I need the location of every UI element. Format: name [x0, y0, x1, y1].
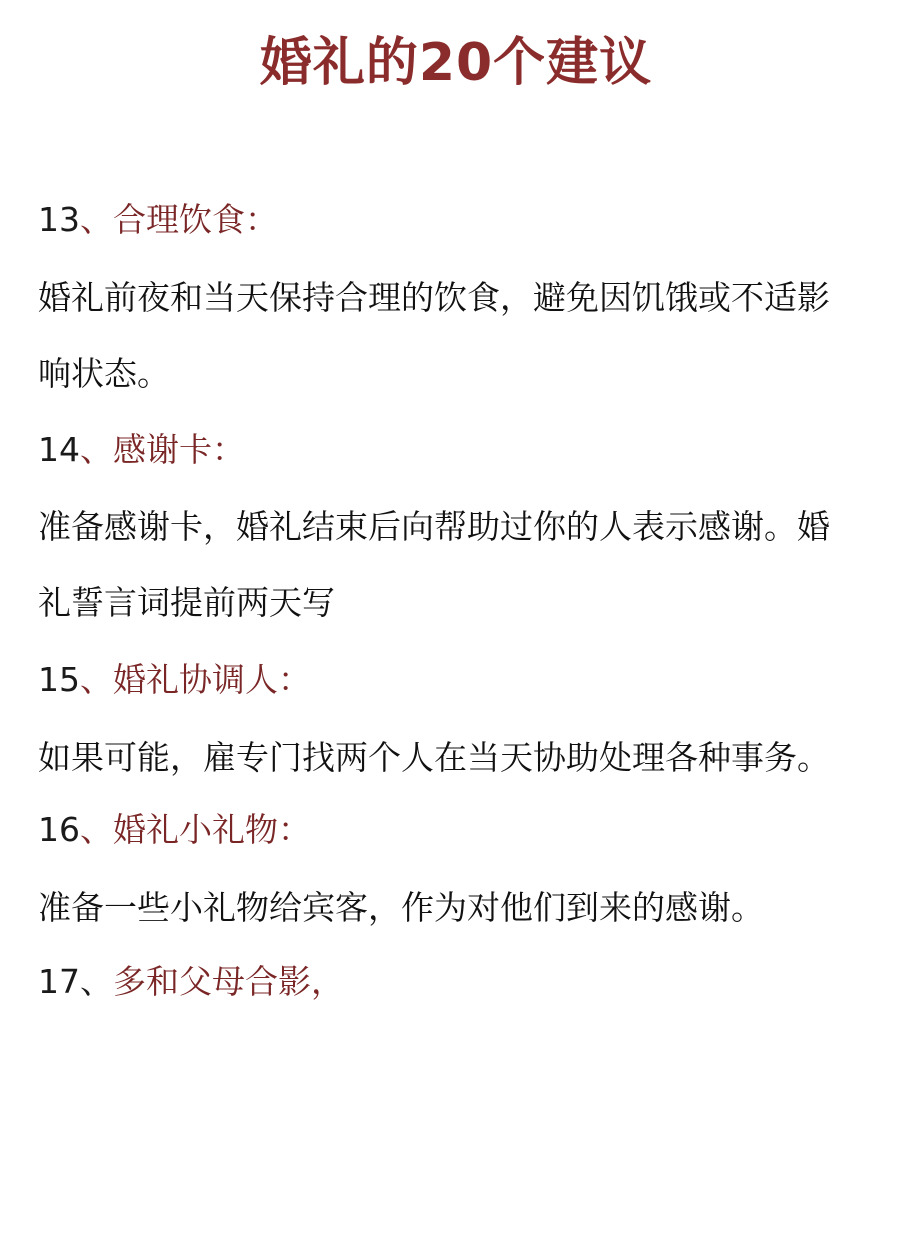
item-17-heading — [38, 958, 344, 1006]
item-16-title: 、婚礼小礼物： — [80, 810, 311, 849]
item-15-body — [38, 720, 888, 796]
item-13-body — [38, 260, 888, 412]
item-14-number: 14 — [38, 430, 80, 469]
item-17-title: 多和父母合影， — [113, 962, 344, 1001]
item-13-body-line: 婚礼前夜和当天保持合理的饮食，避免因饥饿或不适影 — [38, 278, 830, 317]
item-16-heading — [38, 806, 311, 854]
item-15-number: 15 — [38, 660, 80, 699]
item-15-title: 、婚礼协调人： — [80, 660, 311, 699]
item-17-number: 17 — [38, 962, 80, 1001]
item-14-body-line: 准备感谢卡，婚礼结束后向帮助过你的人表示感谢。婚 — [38, 507, 830, 546]
item-13-number: 13 — [38, 200, 80, 239]
item-16-number: 16 — [38, 810, 80, 849]
item-15-body-line: 如果可能，雇专门找两个人在当天协助处理各种事务。 — [38, 738, 830, 777]
page-title: 婚礼的20个建议 — [259, 33, 653, 93]
item-14-body — [38, 489, 888, 641]
item-13-heading — [38, 196, 278, 244]
item-14-heading — [38, 426, 245, 474]
item-17-separator: 、 — [80, 962, 113, 1001]
item-14-title: 、感谢卡： — [80, 430, 245, 469]
item-15-heading — [38, 656, 311, 704]
item-13-title: 、合理饮食： — [80, 200, 278, 239]
item-13-body-line: 响状态。 — [38, 354, 170, 393]
item-16-body — [38, 870, 888, 946]
item-16-body-line: 准备一些小礼物给宾客，作为对他们到来的感谢。 — [38, 888, 764, 927]
item-14-body-line: 礼誓言词提前两天写 — [38, 583, 335, 622]
